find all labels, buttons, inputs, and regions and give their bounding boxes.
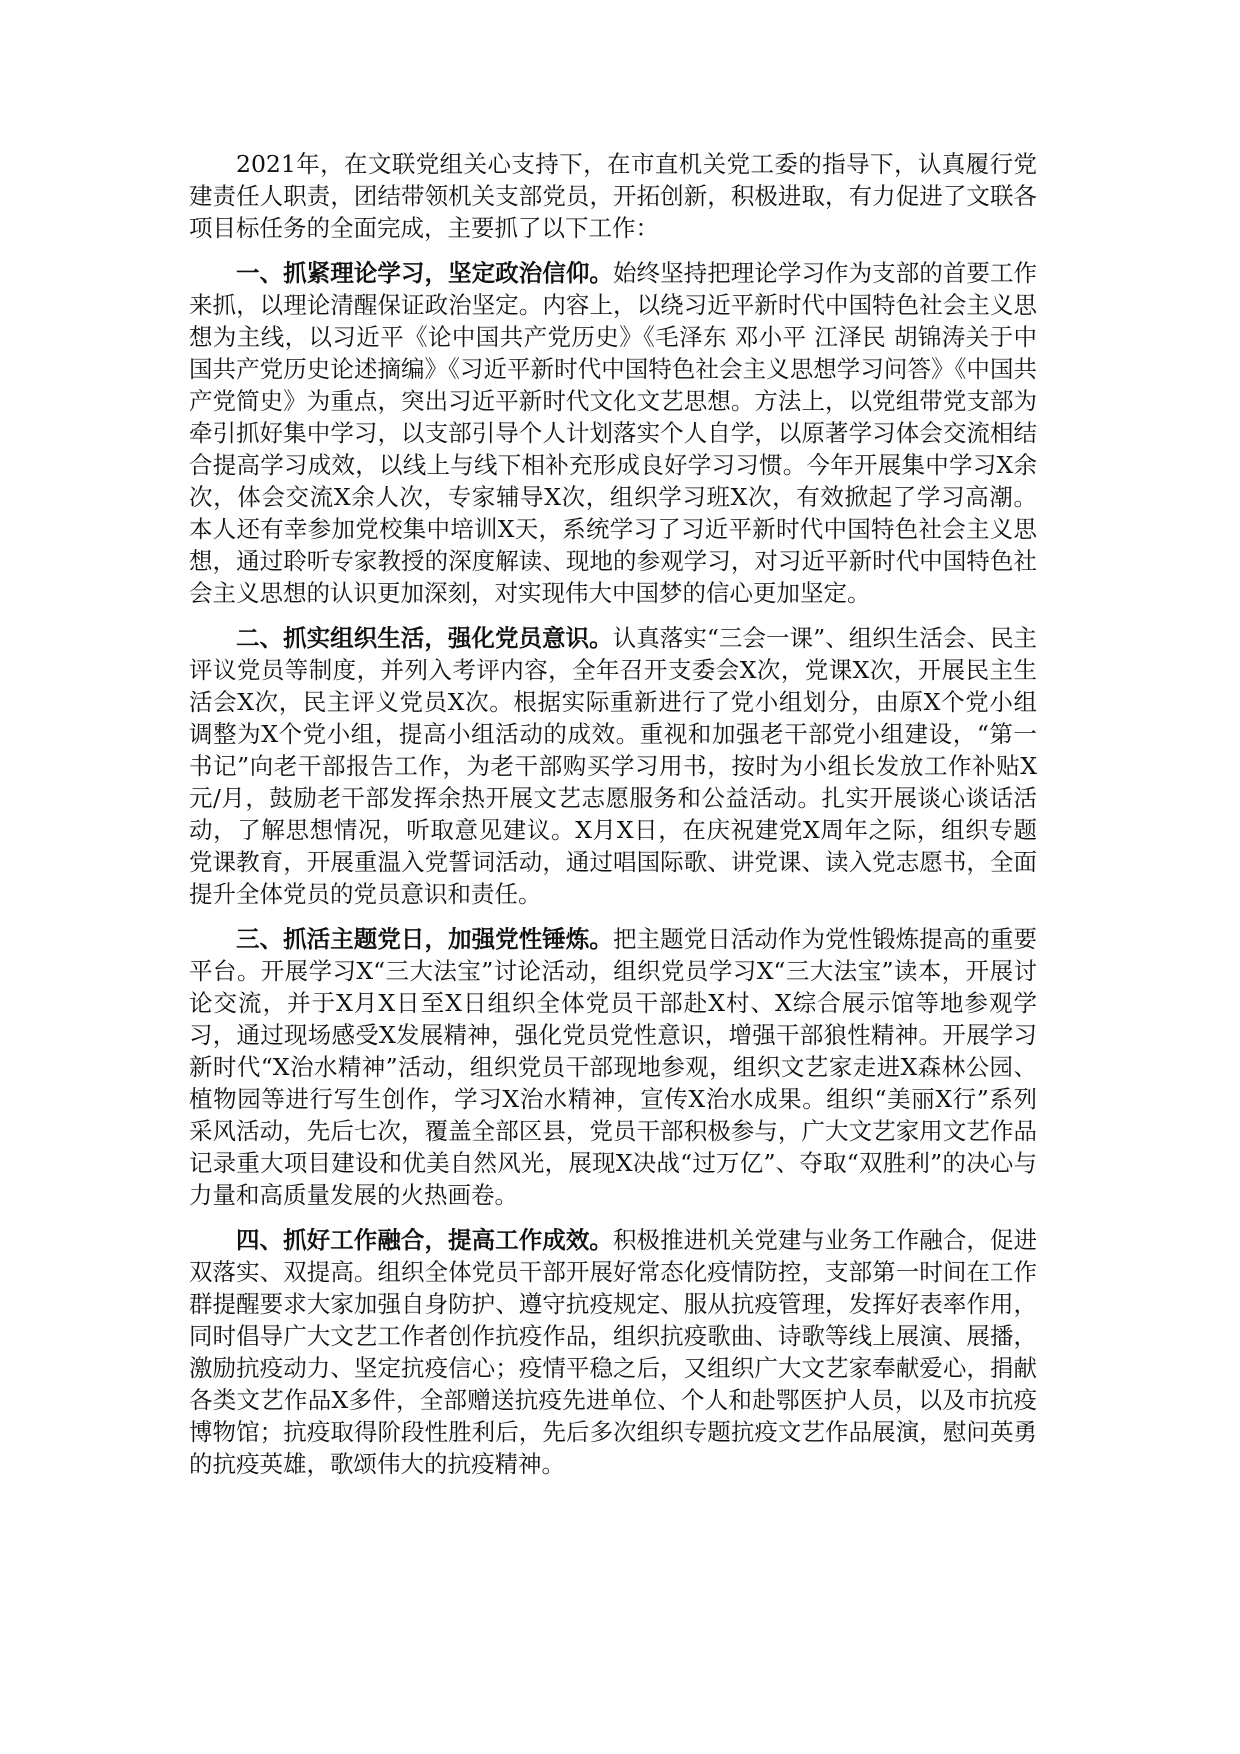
paragraph-text: 把主题党日活动作为党性锻炼提高的重要平台。开展学习X“三大法宝”讨论活动，组织党员学习X“三大法宝”读本，开展讨论交流，并于X月X日至X日组织全体党员干部赴X村、X综合展示馆等地参观学习，通过现场感受X发展精神，强化党员党性意识，增强干部狼性精神。开展学习新时代“X治水精神”活动，组织党员干部现地参观，组织文艺家走进X森林公园、植物园等进行写生创作，学习X治水精神，宣传X治水成果。组织“美丽X行”系列采风活动，先后七次，覆盖全部区县，党员干部积极参与，广大文艺家用文艺作品记录重大项目建设和优美自然风光，展现X决战“过万亿”、夺取“双胜利”的决心与力量和高质量发展的火热画卷。: [189, 925, 1038, 1209]
section-4-heading: 四、抓好工作融合，提高工作成效。: [236, 1226, 613, 1254]
section-1-paragraph: [189, 257, 1037, 609]
paragraph-text: 认真落实“三会一课”、组织生活会、民主评议党员等制度，并列入考评内容，全年召开支委会X次，党课X次，开展民主生活会X次，民主评义党员X次。根据实际重新进行了党小组划分，由原X个党小组调整为X个党小组，提高小组活动的成效。重视和加强老干部党小组建设，“第一书记”向老干部报告工作，为老干部购买学习用书，按时为小组长发放工作补贴X元/月，鼓励老干部发挥余热开展文艺志愿服务和公益活动。扎实开展谈心谈话活动，了解思想情况，听取意见建议。X月X日，在庆祝建党X周年之际，组织专题党课教育，开展重温入党誓词活动，通过唱国际歌、讲党课、读入党志愿书，全面提升全体党员的党员意识和责任。: [189, 624, 1038, 908]
section-2-heading: 二、抓实组织生活，强化党员意识。: [236, 624, 613, 652]
section-2-paragraph: [189, 622, 1037, 910]
section-3-paragraph: [189, 923, 1037, 1211]
document-page: [189, 148, 1037, 1493]
intro-paragraph: [189, 148, 1037, 244]
paragraph-text: 2021年，在文联党组关心支持下，在市直机关党工委的指导下，认真履行党建责任人职责，团结带领机关支部党员，开拓创新，积极进取，有力促进了文联各项目标任务的全面完成，主要抓了以下工作：: [189, 150, 1037, 242]
paragraph-text: 积极推进机关党建与业务工作融合，促进双落实、双提高。组织全体党员干部开展好常态化疫情防控，支部第一时间在工作群提醒要求大家加强自身防护、遵守抗疫规定、服从抗疫管理，发挥好表率作用，同时倡导广大文艺工作者创作抗疫作品，组织抗疫歌曲、诗歌等线上展演、展播，激励抗疫动力、坚定抗疫信心；疫情平稳之后，又组织广大文艺家奉献爱心，捐献各类文艺作品X多件，全部赠送抗疫先进单位、个人和赴鄂医护人员，以及市抗疫博物馆；抗疫取得阶段性胜利后，先后多次组织专题抗疫文艺作品展演，慰问英勇的抗疫英雄，歌颂伟大的抗疫精神。: [189, 1226, 1038, 1478]
section-4-paragraph: [189, 1224, 1037, 1480]
paragraph-text: 始终坚持把理论学习作为支部的首要工作来抓，以理论清醒保证政治坚定。内容上，以绕习近平新时代中国特色社会主义思想为主线，以习近平《论中国共产党历史》《毛泽东 邓小平 江泽民 胡锦涛关于中国共产党历史论述摘编》《习近平新时代中国特色社会主义思想学习问答》《中国共产党简史》为重点，突出习近平新时代文化文艺思想。方法上，以党组带党支部为牵引抓好集中学习，以支部引导个人计划落实个人自学，以原著学习体会交流相结合提高学习成效，以线上与线下相补充形成良好学习习惯。今年开展集中学习X余次，体会交流X余人次，专家辅导X次，组织学习班X次，有效掀起了学习高潮。本人还有幸参加党校集中培训X天，系统学习了习近平新时代中国特色社会主义思想，通过聆听专家教授的深度解读、现地的参观学习，对习近平新时代中国特色社会主义思想的认识更加深刻，对实现伟大中国梦的信心更加坚定。: [189, 259, 1038, 607]
section-1-heading: 一、抓紧理论学习，坚定政治信仰。: [236, 259, 613, 287]
section-3-heading: 三、抓活主题党日，加强党性锤炼。: [236, 925, 613, 953]
